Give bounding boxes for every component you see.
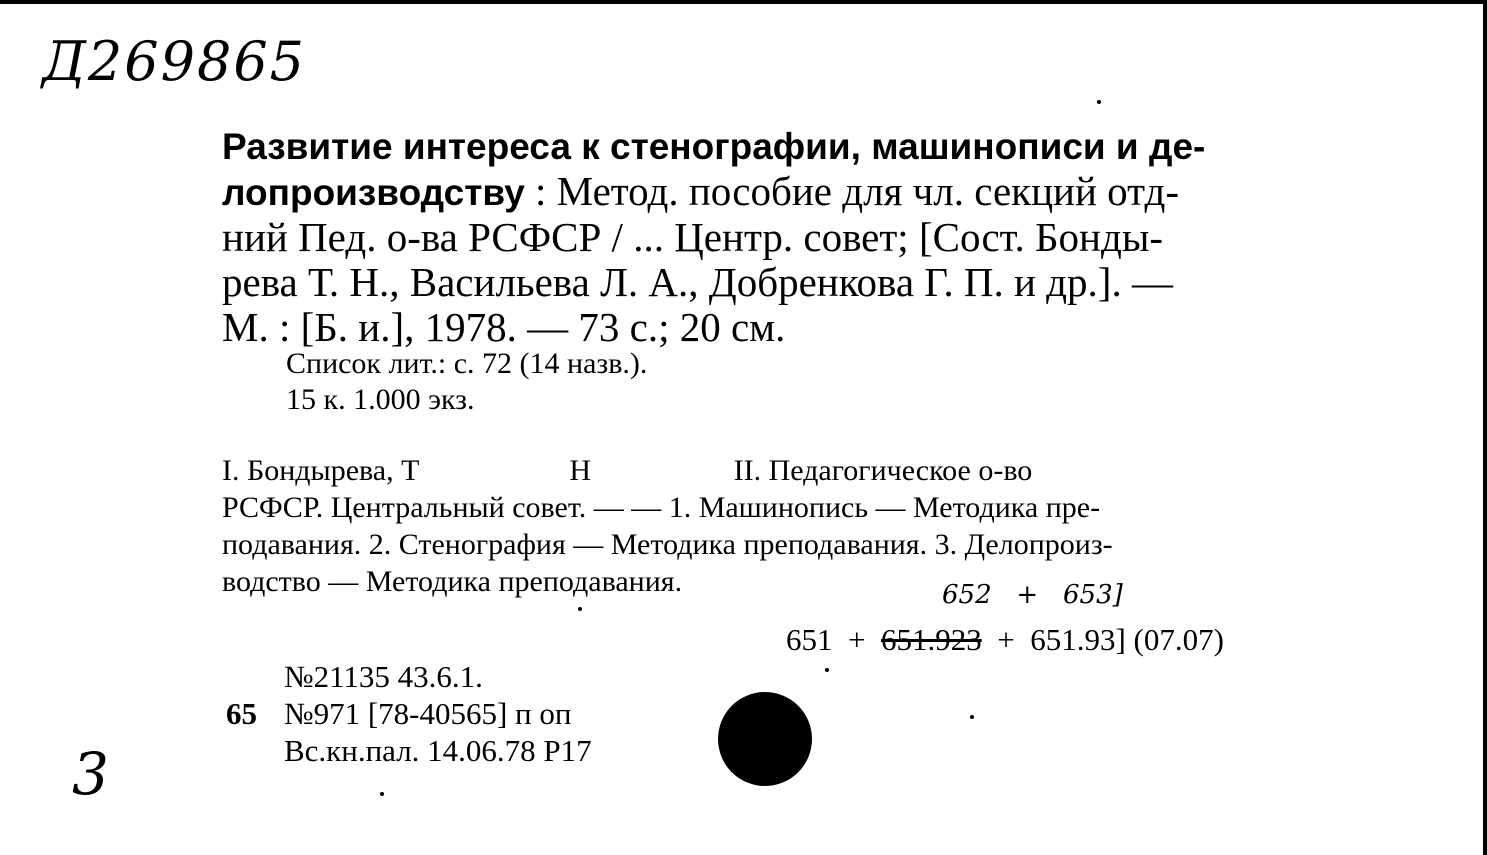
inventory-number: Д269865 xyxy=(42,30,307,93)
tracing-line: РСФСР. Центральный совет. — — 1. Машинопись — Методика пре- xyxy=(222,491,1101,524)
bibliographic-description xyxy=(222,124,1384,350)
card-footer xyxy=(226,658,592,769)
footer-row xyxy=(226,695,592,732)
udc-part: 651 + xyxy=(786,622,881,657)
description-text: ний Пед. о-ва РСФСР / ... Центр. совет; [Сост. Бонды- xyxy=(222,214,1164,260)
tracings xyxy=(222,452,1384,600)
punch-hole xyxy=(718,692,812,786)
footer-text: №971 [78-40565] п оп xyxy=(284,696,572,731)
speck-dot xyxy=(380,792,384,796)
description-text: : Метод. пособие для чл. секций отд- xyxy=(524,168,1179,214)
speck-dot xyxy=(578,607,582,611)
bibliography-note: Список лит.: с. 72 (14 назв.). xyxy=(286,347,648,380)
speck-dot xyxy=(1097,100,1101,104)
footer-row xyxy=(226,658,592,695)
footer-text: Вс.кн.пал. 14.06.78 Р17 xyxy=(284,733,592,768)
speck-dot xyxy=(970,715,974,719)
description-line-2 xyxy=(222,169,1384,215)
title-part: Развитие интереса к стенографии, машинописи и де- xyxy=(222,126,1206,167)
description-text: рева Т. Н., Васильева Л. А., Добренкова Г. П. и др.]. — xyxy=(222,259,1173,305)
udc-part: + 651.93] (07.07) xyxy=(981,622,1224,657)
description-line-4 xyxy=(222,260,1384,305)
footer-row xyxy=(226,732,592,769)
footer-text: №21135 43.6.1. xyxy=(284,659,483,694)
handwritten-udc-correction: 652 + 653] xyxy=(942,580,1123,610)
title-part: лопроизводству xyxy=(222,172,525,213)
speck-dot xyxy=(825,668,829,672)
tracing-line: подавания. 2. Стенография — Методика преподавания. 3. Делопроиз- xyxy=(222,528,1113,561)
description-text: М. : [Б. и.], 1978. — 73 с.; 20 см. xyxy=(222,304,786,350)
udc-classification xyxy=(786,622,1224,658)
footer-lead-number: 65 xyxy=(226,696,257,731)
description-line-3 xyxy=(222,215,1384,260)
tracing-line: I. Бондырева, Т Н II. Педагогическое о-во xyxy=(222,454,1033,487)
description-line-5 xyxy=(222,305,1384,350)
tracing-line: водство — Методика преподавания. xyxy=(222,565,683,598)
description-line-1 xyxy=(222,124,1384,169)
price-run-note: 15 к. 1.000 экз. xyxy=(286,383,475,416)
handwritten-margin-mark: 3 xyxy=(72,740,109,808)
udc-struck-part: 651.923 xyxy=(880,622,982,657)
